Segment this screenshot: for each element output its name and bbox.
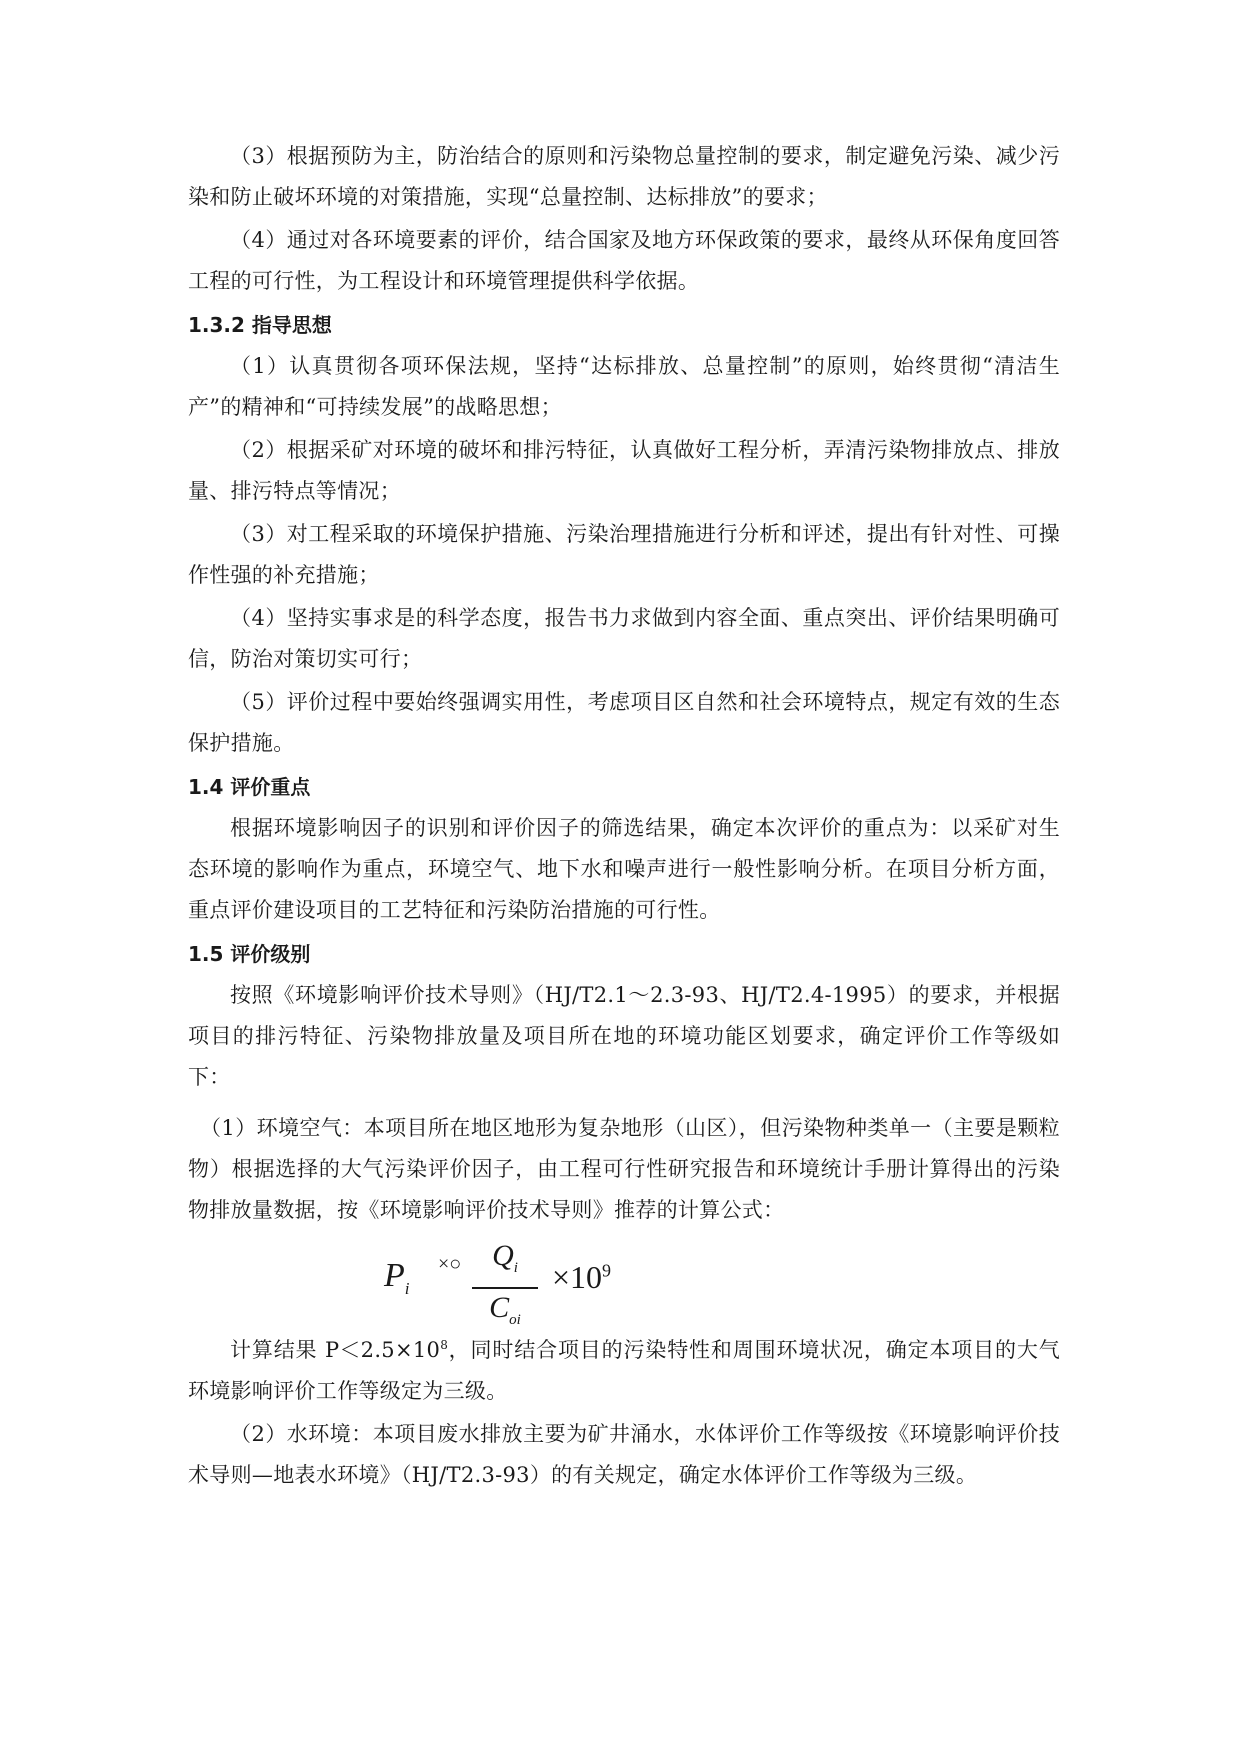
section-heading-1-4: 1.4 评价重点 [188, 775, 311, 799]
formula-numerator: $Q_i$ [492, 1239, 518, 1276]
paragraph-guideline-5: （5）评价过程中要始终强调实用性，考虑项目区自然和社会环境特点，规定有效的生态保护措施。 [188, 690, 1060, 755]
fraction-bar [472, 1287, 538, 1289]
formula-block [188, 1239, 1060, 1328]
paragraph-objective-3: （3）根据预防为主，防治结合的原则和污染物总量控制的要求，制定避免污染、减少污染和防止破坏环境的对策措施，实现“总量控制、达标排放”的要求； [188, 144, 1060, 209]
paragraph-calc-result: 计算结果 $P<2.5\times 10^8$，同时结合项目的污染特性和周围环境状况，确定本项目的大气环境影响评价工作等级定为三级。 [188, 1338, 1060, 1403]
formula-operator: ×○ [438, 1253, 462, 1275]
paragraph-water-environment: （2）水环境：本项目废水排放主要为矿井涌水，水体评价工作等级按《环境影响评价技术导则—地表水环境》（HJ/T2.3-93）的有关规定，确定水体评价工作等级为三级。 [188, 1422, 1060, 1487]
formula-lhs: $P_i$ [384, 1257, 410, 1298]
formula-fraction [472, 1239, 538, 1337]
paragraph-air-environment: （1）环境空气：本项目所在地区地形为复杂地形（山区），但污染物种类单一（主要是颗粒物）根据选择的大气污染评价因子，由工程可行性研究报告和环境统计手册计算得出的污染物排放量数据，按《环境影响评价技术导则》推荐的计算公式： [188, 1116, 1060, 1222]
paragraph-guideline-4: （4）坚持实事求是的科学态度，报告书力求做到内容全面、重点突出、评价结果明确可信，防治对策切实可行； [188, 606, 1060, 671]
paragraph-grade-intro: 按照《环境影响评价技术导则》（HJ/T2.1～2.3-93、HJ/T2.4-1995）的要求，并根据项目的排污特征、污染物排放量及项目所在地的环境功能区划要求，确定评价工作等级如下： [188, 983, 1060, 1089]
paragraph-guideline-1: （1）认真贯彻各项环保法规，坚持“达标排放、总量控制”的原则，始终贯彻“清洁生产”的精神和“可持续发展”的战略思想； [188, 354, 1060, 419]
paragraph-focus: 根据环境影响因子的识别和评价因子的筛选结果，确定本次评价的重点为：以采矿对生态环境的影响作为重点，环境空气、地下水和噪声进行一般性影响分析。在项目分析方面，重点评价建设项目的工艺特征和污染防治措施的可行性。 [188, 816, 1060, 922]
formula-denominator: $C_{oi}$ [489, 1291, 521, 1328]
section-heading-1-5: 1.5 评价级别 [188, 942, 311, 966]
paragraph-guideline-2: （2）根据采矿对环境的破坏和排污特征，认真做好工程分析，弄清污染物排放点、排放量、排污特点等情况； [188, 438, 1060, 503]
section-heading-1-3-2: 1.3.2 指导思想 [188, 313, 332, 337]
formula-multiplier: $\times 10^9$ [552, 1259, 612, 1295]
paragraph-guideline-3: （3）对工程采取的环境保护措施、污染治理措施进行分析和评述，提出有针对性、可操作性强的补充措施； [188, 522, 1060, 587]
document-page [188, 136, 1060, 1498]
paragraph-objective-4: （4）通过对各环境要素的评价，结合国家及地方环保政策的要求，最终从环保角度回答工程的可行性，为工程设计和环境管理提供科学依据。 [188, 228, 1060, 293]
